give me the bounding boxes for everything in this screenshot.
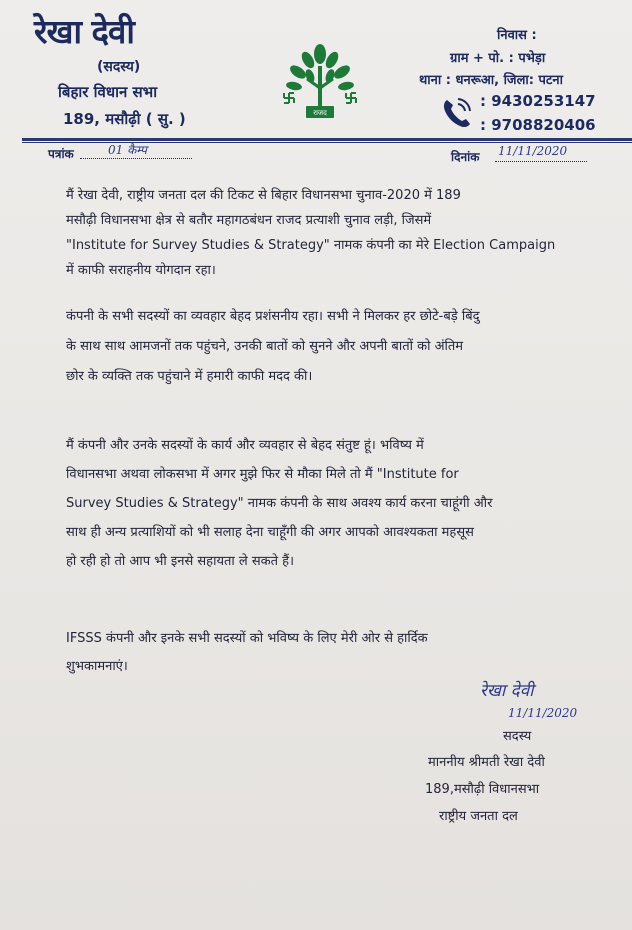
handwritten-signature: रेखा देवी xyxy=(480,681,534,701)
address-village: ग्राम + पो. : पभेड़ा xyxy=(450,51,546,66)
address-police-station: थाना : धनरूआ, जिला: पटना xyxy=(419,73,564,88)
signature-date: 11/11/2020 xyxy=(508,706,578,720)
paragraph-line: साथ ही अन्य प्रत्याशियों को भी सलाह देना चाहूँगी की अगर आपको आवश्यकता महसूस xyxy=(66,525,474,540)
party-logo-icon xyxy=(280,40,360,130)
phone-number-2: : 9708820406 xyxy=(480,116,596,134)
date-line xyxy=(495,161,587,162)
letterhead-house: बिहार विधान सभा xyxy=(58,83,158,101)
paragraph-line: में काफी सराहनीय योगदान रहा। xyxy=(66,263,216,278)
paragraph-line: IFSSS कंपनी और इनके सभी सदस्यों को भविष्य के लिए मेरी ओर से हार्दिक xyxy=(66,631,428,646)
signature-party: राष्ट्रीय जनता दल xyxy=(439,809,518,824)
paragraph-line: Survey Studies & Strategy" नामक कंपनी के साथ अवश्य कार्य करना चाहूंगी और xyxy=(66,496,493,511)
ref-number: 01 कैम्प xyxy=(108,143,147,157)
paragraph-line: कंपनी के सभी सदस्यों का व्यवहार बेहद प्रशंसनीय रहा। सभी ने मिलकर हर छोटे-बड़े बिंदु xyxy=(66,309,480,324)
letterhead-name: रेखा देवी xyxy=(34,12,134,51)
date-label: दिनांक xyxy=(451,150,480,164)
paragraph-line: के साथ साथ आमजनों तक पहुंचने, उनकी बातों को सुनने और अपनी बातों को अंतिम xyxy=(66,339,464,354)
date-value: 11/11/2020 xyxy=(498,144,568,158)
letterhead-role: (सदस्य) xyxy=(97,59,141,75)
signature-role: सदस्य xyxy=(503,729,532,744)
paragraph-line: छोर के व्यक्ति तक पहुंचाने में हमारी काफी मदद की। xyxy=(66,369,313,384)
paragraph-line: मैं रेखा देवी, राष्ट्रीय जनता दल की टिकट से बिहार विधानसभा चुनाव-2020 में 189 xyxy=(66,188,461,203)
paragraph-line: शुभकामनाएं। xyxy=(66,659,128,674)
letterhead-constituency: 189, मसौढ़ी ( सु. ) xyxy=(63,110,186,128)
signature-constituency: 189,मसौढ़ी विधानसभा xyxy=(425,782,540,797)
phone-number-1: : 9430253147 xyxy=(480,92,596,110)
paragraph-line: मैं कंपनी और उनके सदस्यों के कार्य और व्यवहार से बेहद संतुष्ट हूं। भविष्य में xyxy=(66,438,424,453)
paragraph-line: हो रही हो तो आप भी इनसे सहायता ले सकते हैं। xyxy=(66,554,294,569)
paragraph-line: विधानसभा अथवा लोकसभा में अगर मुझे फिर से मौका मिले तो मैं "Institute for xyxy=(66,467,459,482)
phone-icon xyxy=(441,96,473,130)
address-label: निवास : xyxy=(497,28,537,43)
signature-title: माननीय श्रीमती रेखा देवी xyxy=(428,755,545,770)
ref-label: पत्रांक xyxy=(48,147,74,161)
svg-text:राजद: राजद xyxy=(313,109,327,117)
paragraph-line: "Institute for Survey Studies & Strategy" नामक कंपनी का मेरे Election Campaign xyxy=(66,238,556,253)
paragraph-line: मसौढ़ी विधानसभा क्षेत्र से बतौर महागठबंधन राजद प्रत्याशी चुनाव लड़ी, जिसमें xyxy=(66,213,432,228)
ref-line xyxy=(80,158,192,159)
